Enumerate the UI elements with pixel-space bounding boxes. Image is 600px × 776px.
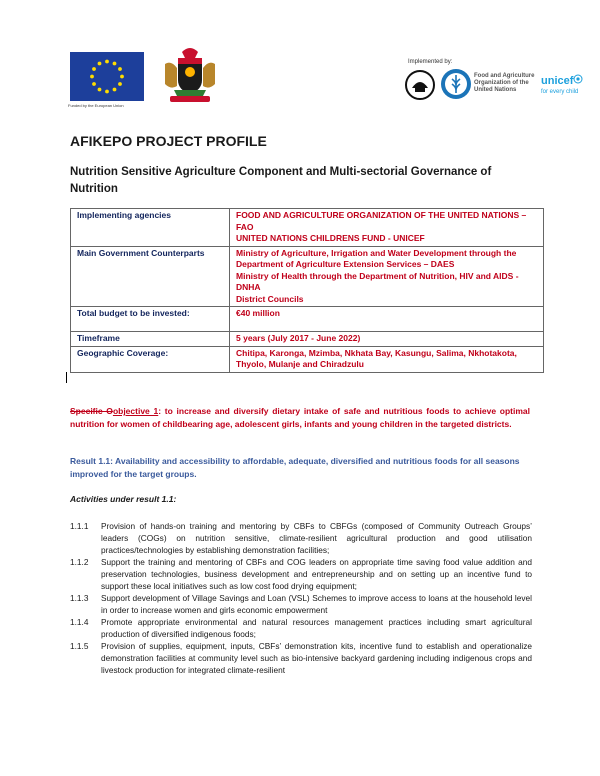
activity-number: 1.1.5 — [70, 641, 89, 651]
list-item — [70, 592, 532, 616]
table-row — [71, 209, 544, 247]
table-row — [71, 246, 544, 307]
fao-name-line: Food and Agriculture — [474, 73, 535, 79]
eu-star-icon — [113, 62, 117, 66]
table-row — [71, 346, 544, 372]
counterparts-label: Main Government Counterparts — [71, 246, 230, 307]
eu-star-icon — [105, 60, 109, 64]
activity-text: Support the training and mentoring of CBFs and COG leaders on appropriate time saving food value addition and preservation technologies, business development and entrepreneurship and on setting up an incentive fund to support these local initiatives such as low cost food drying equipment; — [101, 557, 532, 591]
eu-flag-logo — [70, 52, 144, 101]
eu-star-icon — [118, 82, 122, 86]
table-row — [71, 332, 544, 347]
activity-number: 1.1.4 — [70, 617, 89, 627]
objective-heading: objective 1 — [112, 406, 159, 416]
list-item — [70, 640, 532, 676]
activity-text: Provision of supplies, equipment, inputs, CBFs’ demonstration kits, incentive fund to establish and operationalize demonstration facilities at community level such as bio-intensive backyard gardening including indigenous crops and livestock production for integrated climate-resilient — [101, 641, 532, 675]
activity-number: 1.1.2 — [70, 557, 89, 567]
malawi-coat-of-arms-logo — [160, 44, 220, 108]
geographic-coverage-label: Geographic Coverage: — [71, 346, 230, 372]
eu-caption: Funded by the European Union — [68, 103, 124, 108]
unicef-logo — [541, 71, 583, 95]
fao-name-line: United Nations — [474, 87, 517, 93]
implementing-agencies-label: Implementing agencies — [71, 209, 230, 247]
eu-star-icon — [118, 67, 122, 71]
counterparts-value — [230, 246, 544, 307]
timeframe-value: 5 years (July 2017 - June 2022) — [230, 332, 544, 347]
unicef-emblem-icon — [573, 74, 583, 84]
eu-star-icon — [98, 88, 102, 92]
eu-star-icon — [105, 90, 109, 94]
activities-list — [70, 520, 532, 676]
unicef-wordmark: unicef — [541, 75, 574, 87]
fao-logo — [440, 68, 472, 100]
activities-heading: Activities under result 1.1: — [70, 494, 177, 504]
activity-text: Support development of Village Savings and Loan (VSL) Schemes to improve access to loans at the household level in order to increase women and girls economic empowerment — [101, 593, 532, 615]
list-item — [70, 520, 532, 556]
budget-value: €40 million — [230, 307, 544, 332]
specific-objective-paragraph — [70, 405, 530, 431]
eu-star-icon — [98, 62, 102, 66]
page-subtitle: Nutrition Sensitive Agriculture Component and Multi-sectorial Governance of Nutrition — [70, 166, 492, 195]
activity-text: Promote appropriate environmental and natural resources management practices including smart agricultural production of diversified indigenous foods; — [101, 617, 532, 639]
text-cursor — [66, 372, 67, 383]
implementing-agency: UNITED NATIONS CHILDRENS FUND - UNICEF — [236, 233, 425, 243]
activity-number: 1.1.3 — [70, 593, 89, 603]
project-info-table — [70, 208, 544, 373]
implemented-by-label: Implemented by: — [408, 59, 453, 65]
budget-label: Total budget to be invested: — [71, 307, 230, 332]
objective-text: : to increase and diversify dietary intake of safe and nutritious foods to achieve optimal nutrition for women of childbearing age, adolescent girls, infants and young children in the targeted districts. — [70, 406, 531, 429]
page-title: AFIKEPO PROJECT PROFILE — [70, 133, 267, 149]
result-paragraph: Result 1.1: Availability and accessibility to affordable, adequate, diversified and nutritious foods for all seasons improved for the target groups. — [70, 456, 520, 479]
eu-star-icon — [92, 82, 96, 86]
counterpart: Ministry of Agriculture, Irrigation and Water Development through the Department of Agriculture Extension Services – DAES — [236, 247, 517, 269]
activity-text: Provision of hands-on training and mentoring by CBFs to CBFGs (composed of Community Outreach Groups’ leaders (COGs) on nutrition sensitive, climate-resilient agricultural production and good utilisation practices/technologies by establishing demonstration facilities; — [101, 521, 532, 555]
fao-name-text — [474, 73, 534, 94]
activity-number: 1.1.1 — [70, 521, 89, 531]
list-item — [70, 556, 532, 592]
timeframe-label: Timeframe — [71, 332, 230, 347]
counterpart: District Councils — [236, 293, 304, 304]
unicef-tagline: for every child — [541, 89, 579, 95]
implementing-agencies-value — [230, 209, 544, 247]
eu-star-icon — [113, 88, 117, 92]
table-row — [71, 307, 544, 332]
objective-struck-text: Specific O — [70, 406, 113, 416]
implementing-agency: FOOD AND AGRICULTURE ORGANIZATION OF THE UNITED NATIONS – FAO — [236, 210, 527, 232]
list-item — [70, 616, 532, 640]
eu-star-icon — [90, 75, 94, 79]
geographic-coverage-value: Chitipa, Karonga, Mzimba, Nkhata Bay, Kasungu, Salima, Nkhotakota, Thyolo, Mulanje and Chiradzulu — [230, 346, 544, 372]
eu-star-icon — [120, 75, 124, 79]
malawi-government-seal-logo — [404, 70, 436, 100]
eu-star-icon — [92, 67, 96, 71]
counterpart: Ministry of Health through the Department of Nutrition, HIV and AIDS - DNHA — [236, 270, 519, 292]
fao-name-line: Organization of the — [474, 80, 529, 86]
